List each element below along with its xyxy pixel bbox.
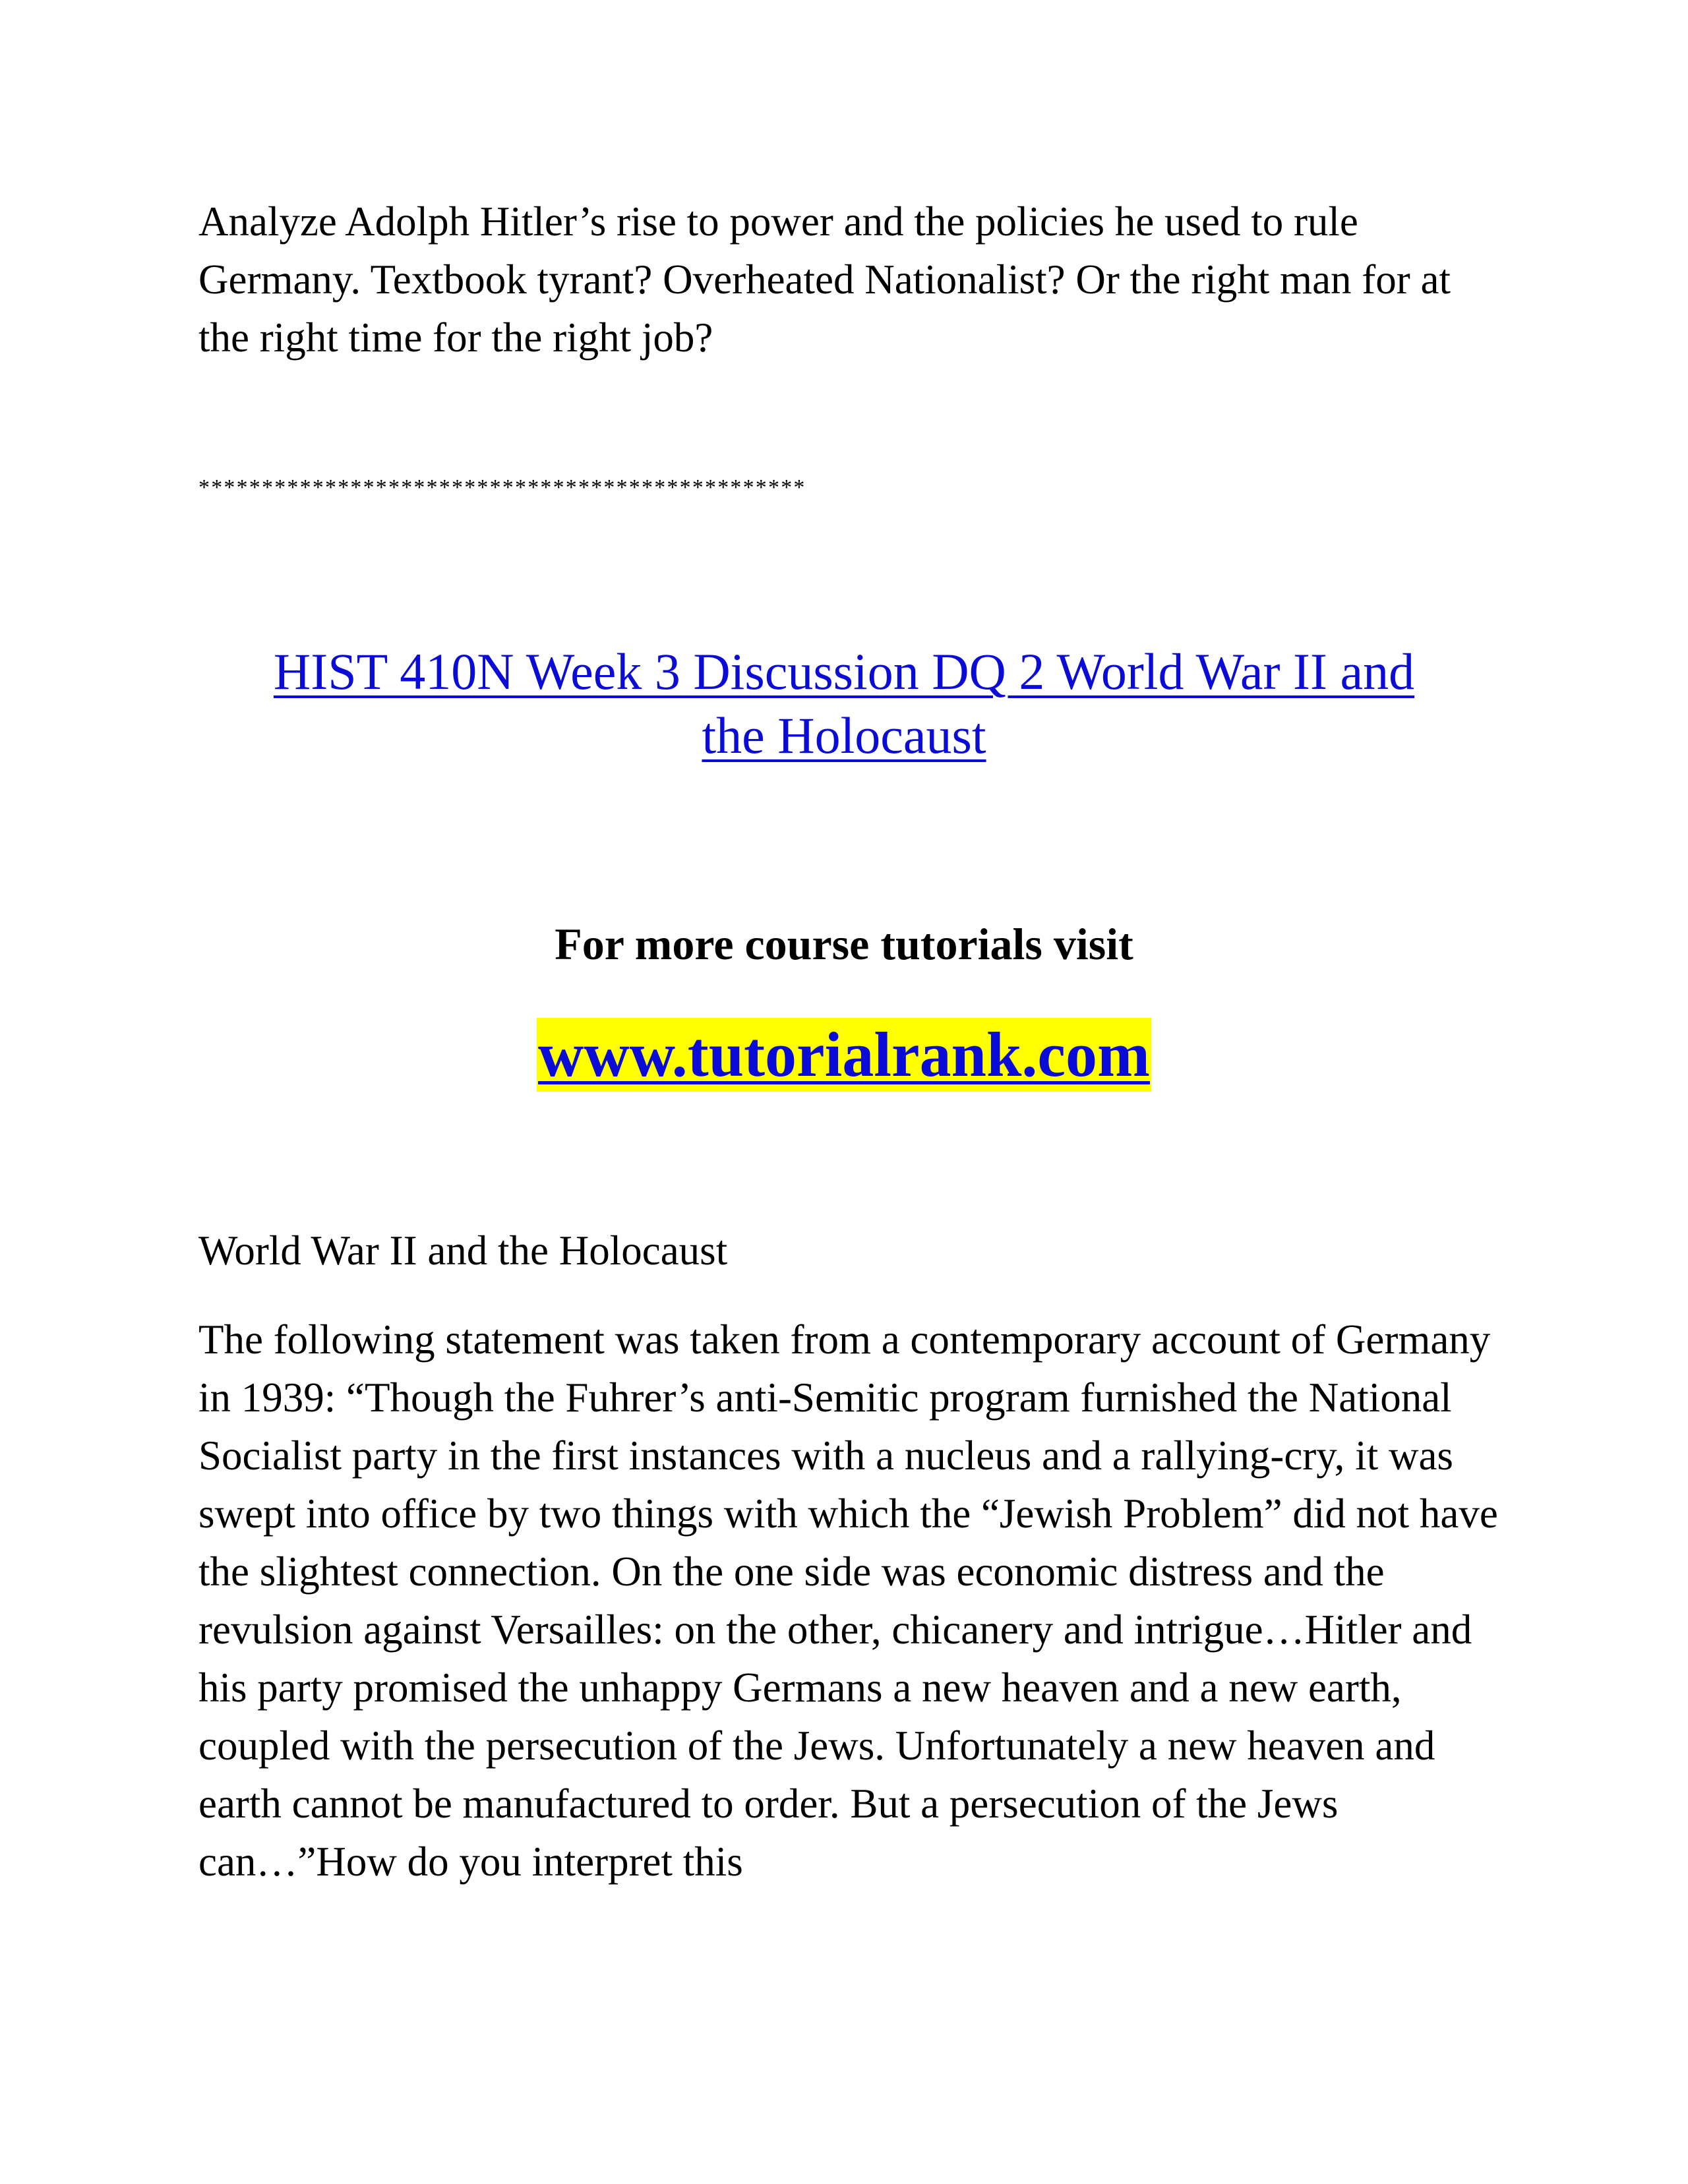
intro-question-text: Analyze Adolph Hitler’s rise to power and the policies he used to rule Germany. Textbook tyrant? Overheated Nationalist? Or the right man for at the right time for the right job? bbox=[198, 198, 1451, 361]
tutorialrank-site-link[interactable]: www.tutorialrank.com bbox=[537, 1018, 1151, 1092]
section-heading: World War II and the Holocaust bbox=[198, 1227, 728, 1274]
site-link-container bbox=[198, 1018, 1490, 1092]
course-title-link[interactable] bbox=[198, 639, 1490, 767]
course-title-line-2: the Holocaust bbox=[702, 707, 986, 764]
course-title-line-1: HIST 410N Week 3 Discussion DQ 2 World War II and bbox=[273, 643, 1415, 700]
asterisk-separator: ************************************************ bbox=[198, 475, 806, 500]
visit-label: For more course tutorials visit bbox=[555, 919, 1133, 969]
section-paragraph: The following statement was taken from a contemporary account of Germany in 1939: “Though the Fuhrer’s anti-Semitic program furnished the National Socialist party in the first instances with a nucleus and a rallying-cry, it was swept into office by two things with which the “Jewish Problem” did not have the slightest connection. On the one side was economic distress and the revulsion against Versailles: on the other, chicanery and intrigue…Hitler and his party promised the unhappy Germans a new heaven and a new earth, coupled with the persecution of the Jews. Unfortunately a new heaven and earth cannot be manufactured to order. But a persecution of the Jews can…”How do you interpret this bbox=[198, 1316, 1498, 1885]
